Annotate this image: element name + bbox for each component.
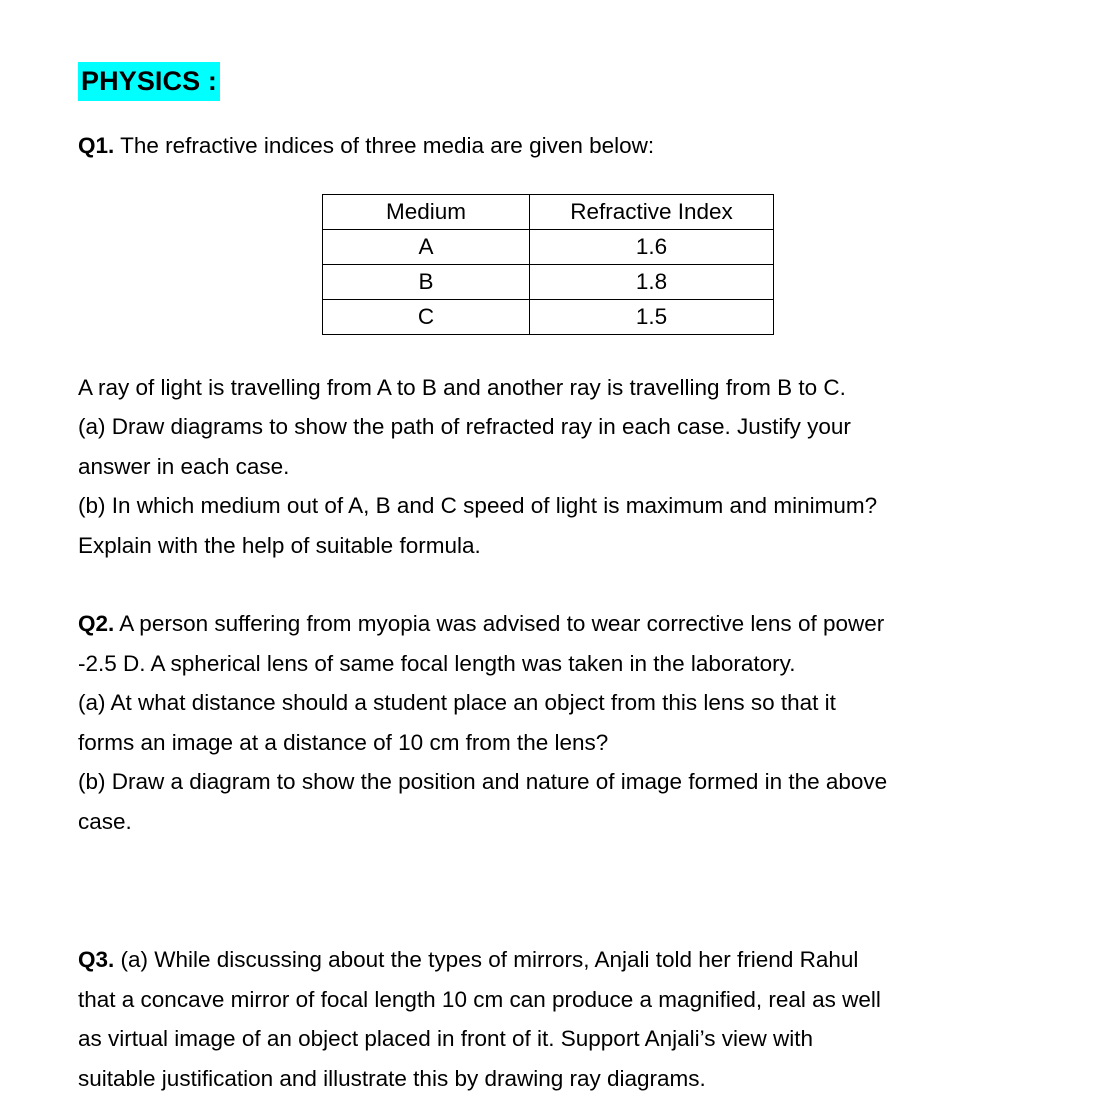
page-title: [78, 62, 1038, 114]
q3-heading-text: (a) While discussing about the types of mirrors, Anjali told her friend Rahul: [114, 947, 859, 972]
question-block-q2: [78, 604, 1038, 841]
document-content: [78, 62, 1038, 1098]
table-header-row: [323, 194, 774, 229]
q3-label: Q3.: [78, 947, 115, 972]
table-cell-refractive-index: 1.8: [530, 264, 774, 299]
spacer-q1-q2: [78, 565, 1038, 604]
q3-line-3: suitable justification and illustrate this by drawing ray diagrams.: [78, 1065, 706, 1091]
table-header-refractive-index: Refractive Index: [530, 194, 774, 229]
q1-label: Q1.: [78, 133, 115, 158]
table-row: [323, 229, 774, 264]
q2-heading: [78, 604, 1038, 644]
question-block-q1: [78, 126, 1038, 565]
refractive-index-table-wrapper: [322, 194, 1038, 335]
table-cell-medium: C: [323, 299, 530, 334]
table-cell-refractive-index: 1.5: [530, 299, 774, 334]
table-row: [323, 299, 774, 334]
q1-heading: [78, 126, 1038, 166]
table-cell-medium: A: [323, 229, 530, 264]
q2-line-4: (b) Draw a diagram to show the position and nature of image formed in the above: [78, 769, 888, 794]
q1-line-4: (b) In which medium out of A, B and C speed of light is maximum and minimum?: [78, 493, 878, 518]
q1-line-1: A ray of light is travelling from A to B and another ray is travelling from B to C.: [78, 374, 846, 400]
q2-line-5: case.: [78, 808, 132, 834]
table-row: [323, 264, 774, 299]
q1-line-5: Explain with the help of suitable formula.: [78, 532, 481, 558]
q1-line-3: answer in each case.: [78, 453, 290, 479]
q3-heading: [78, 940, 1038, 980]
q2-line-3: forms an image at a distance of 10 cm from the lens?: [78, 729, 609, 755]
table-cell-refractive-index: 1.6: [530, 229, 774, 264]
q2-line-1: -2.5 D. A spherical lens of same focal length was taken in the laboratory.: [78, 650, 796, 676]
question-block-q3: [78, 940, 1038, 1098]
q3-line-1: that a concave mirror of focal length 10 cm can produce a magnified, real as well: [78, 986, 881, 1012]
q2-heading-text: A person suffering from myopia was advised to wear corrective lens of power: [114, 611, 885, 636]
refractive-index-table: [322, 194, 774, 335]
q1-heading-text: The refractive indices of three media are given below:: [114, 133, 655, 158]
q1-body: [78, 368, 1038, 566]
q3-line-2: as virtual image of an object placed in front of it. Support Anjali’s view with: [78, 1026, 813, 1051]
spacer-q2-q3: [78, 841, 1038, 940]
table-cell-medium: B: [323, 264, 530, 299]
q2-label: Q2.: [78, 611, 115, 636]
table-header-medium: Medium: [323, 194, 530, 229]
q2-line-2: (a) At what distance should a student place an object from this lens so that it: [78, 690, 836, 715]
page-title-text: PHYSICS :: [78, 62, 220, 101]
q1-line-2: (a) Draw diagrams to show the path of refracted ray in each case. Justify your: [78, 414, 851, 439]
